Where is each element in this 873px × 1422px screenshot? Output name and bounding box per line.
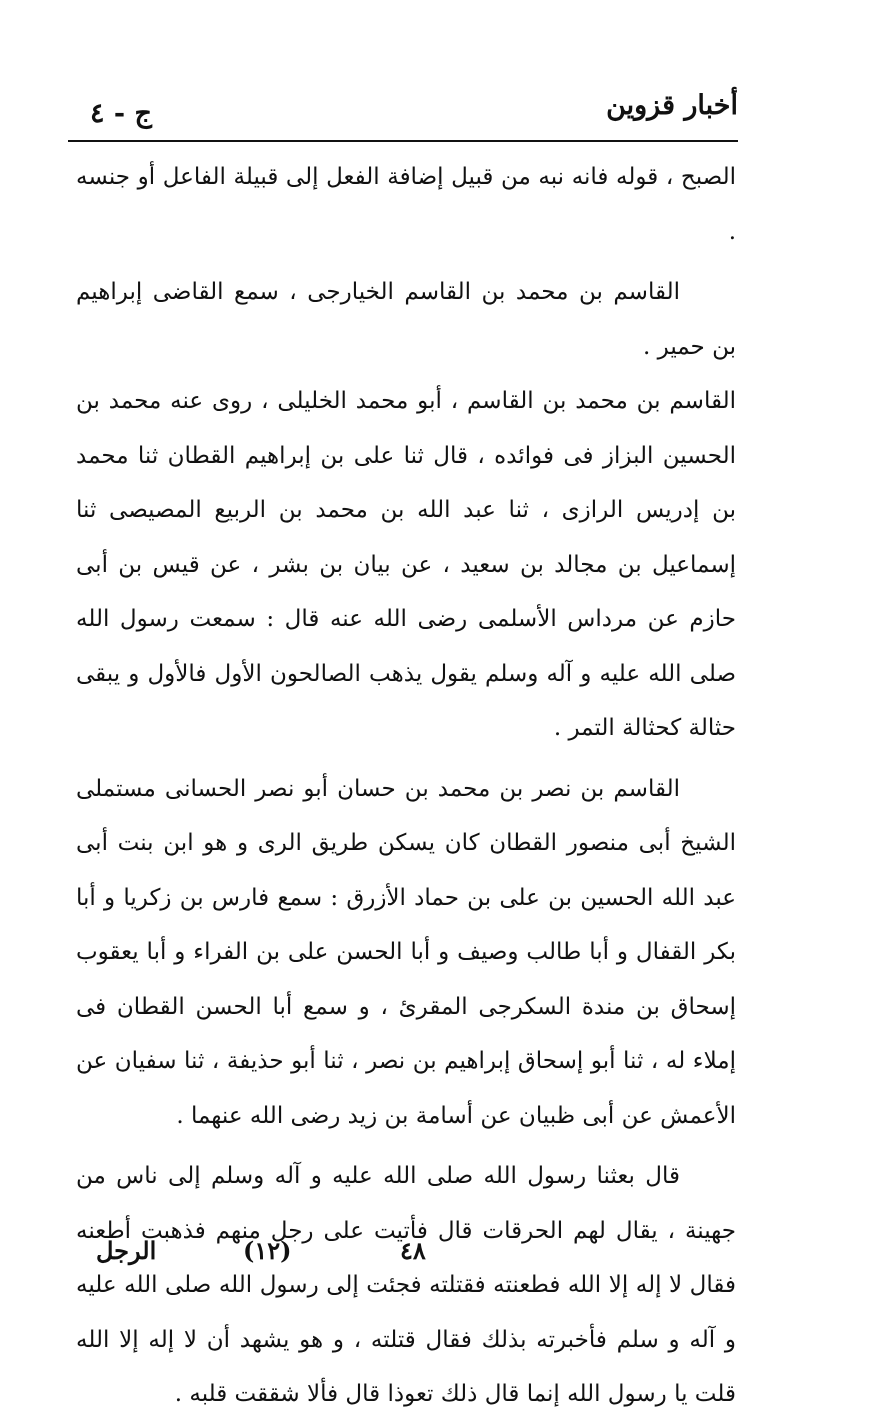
volume-label: ج - ٤ [90, 98, 152, 129]
running-header [68, 88, 738, 138]
page-number: ٤٨ [400, 1236, 426, 1265]
paragraph-hadith: قال بعثنا رسول الله صلى الله عليه و آله وسلم إلى ناس من جهينة ، يقال لهم الحرقات قال فأتيت على رجل منهم فذهبت أطعنه فقال لا إله إلا الله فطعنته فقتلته فجئت إلى رسول الله صلى الله عليه و آله و سلم فأخبرته بذلك فقال قتلته ، و هو يشهد أن لا إله إلا الله قلت يا رسول الله إنما قال ذلك تعوذا قال فألا شققت قلبه . [76, 1163, 736, 1407]
running-title: أخبار قزوين [606, 90, 738, 121]
paragraph-continuation: الصبح ، قوله فانه نبه من قبيل إضافة الفعل إلى قبيلة الفاعل أو جنسه . [76, 164, 736, 245]
page-footer [60, 1236, 740, 1286]
paragraph-entry-khalili: القاسم بن محمد بن القاسم ، أبو محمد الخليلى ، روى عنه محمد بن الحسين البزاز فى فوائده ، قال ثنا على بن إبراهيم القطان ثنا محمد بن إدريس الرازى ، ثنا عبد الله بن محمد بن الربيع المصيصى ثنا إسماعيل بن مجالد بن سعيد ، عن بيان بن بشر ، عن قيس بن أبى حازم عن مرداس الأسلمى رضى الله عنه قال : سمعت رسول الله صلى الله عليه و آله وسلم يقول يذهب الصالحون الأول فالأول و يبقى حثالة كحثالة التمر . [76, 388, 736, 741]
catchword: الرجل [96, 1236, 157, 1265]
header-divider [68, 140, 738, 142]
paragraph-entry-hassani: القاسم بن نصر بن محمد بن حسان أبو نصر الحسانى مستملى الشيخ أبى منصور القطان كان يسكن طريق الرى و هو ابن بنت أبى عبد الله الحسين بن على بن حماد الأزرق : سمع فارس بن زكريا و أبا بكر القفال و أبا طالب وصيف و أبا الحسن على بن الفراء و أبا يعقوب إسحاق بن مندة السكرجى المقرئ ، و سمع أبا الحسن القطان فى إملاء له ، ثنا أبو إسحاق إبراهيم بن نصر ، ثنا أبو حذيفة ، ثنا سفيان عن الأعمش عن أبى ظبيان عن أسامة بن زيد رضى الله عنهما . [76, 775, 736, 1129]
main-text [76, 150, 736, 1422]
paragraph-entry-khayarji: القاسم بن محمد بن القاسم الخيارجى ، سمع القاضى إبراهيم بن حمير . [76, 279, 736, 360]
signature-mark: (١٢) [243, 1236, 292, 1265]
